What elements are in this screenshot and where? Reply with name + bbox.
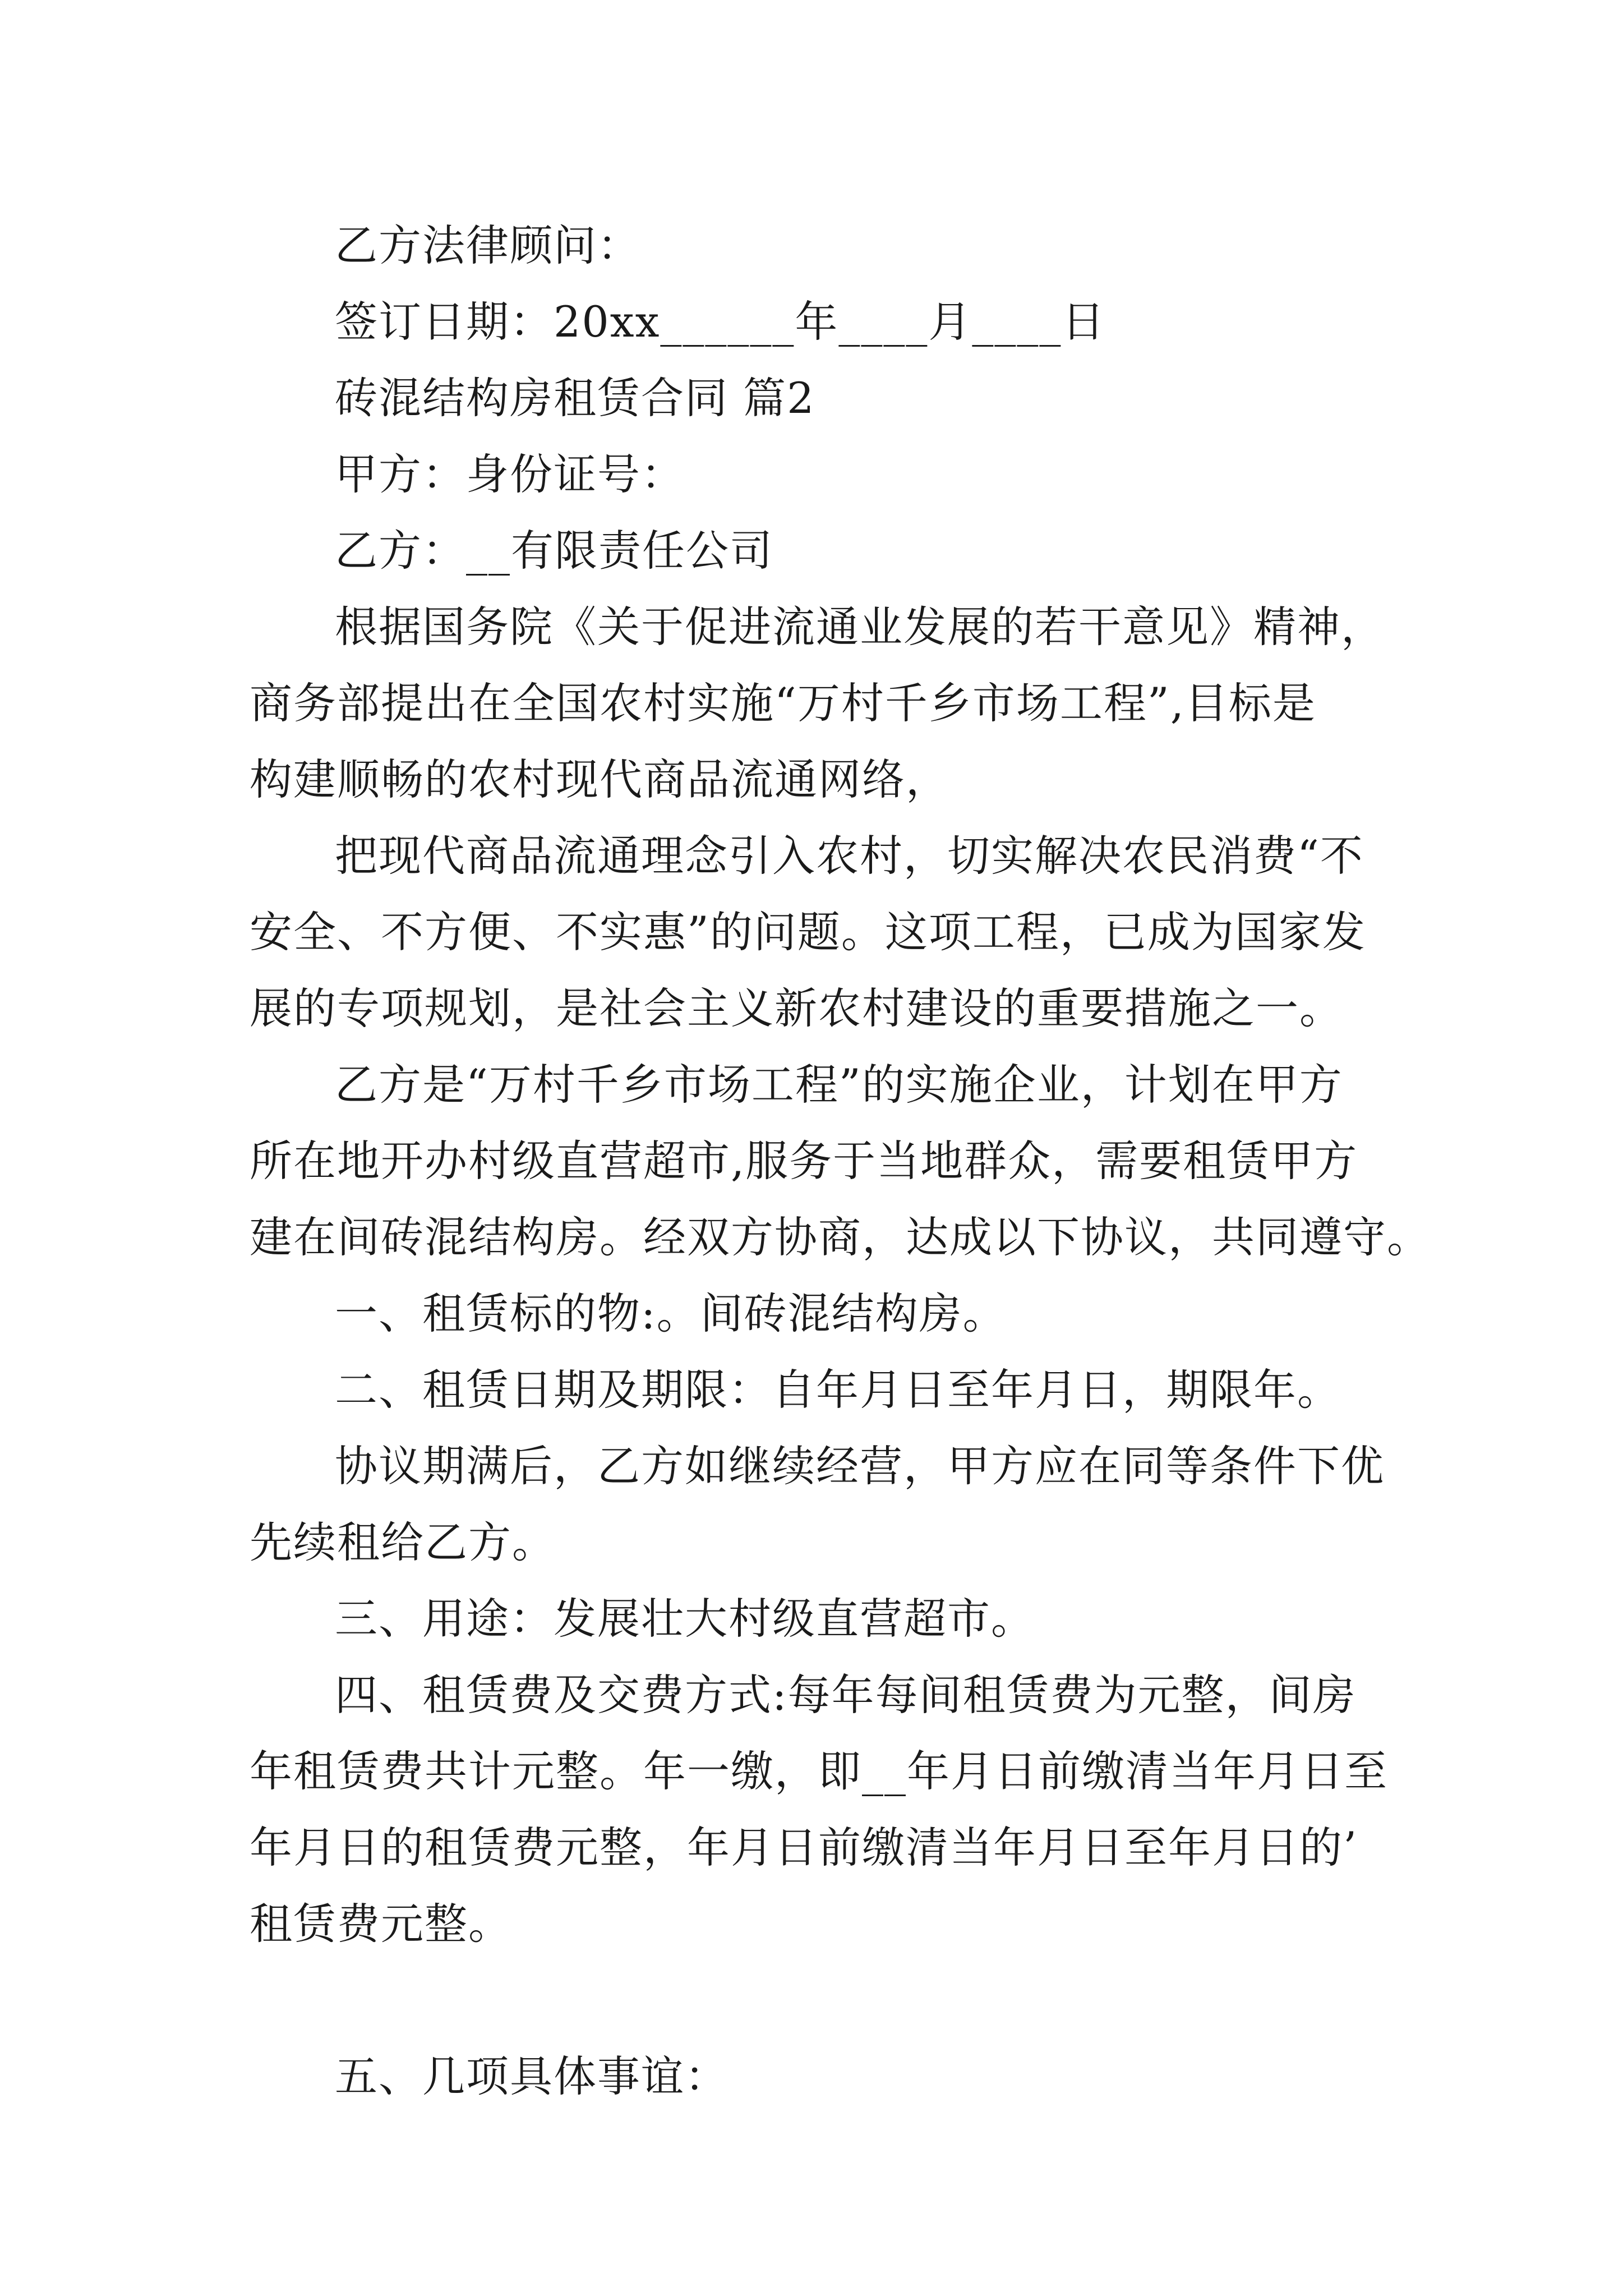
text-line: 乙方：__有限责任公司 <box>335 526 773 576</box>
text-line: 租赁费元整。 <box>250 1899 512 1949</box>
document-body <box>250 208 1431 2115</box>
text-line: 年租赁费共计元整。年一缴，即__年月日前缴清当年月日至 <box>250 1746 1388 1796</box>
paragraph-gap <box>250 1962 1394 2039</box>
text-line: 签订日期：20xx______年____月____日 <box>335 297 1106 347</box>
text-line: 五、几项具体事谊： <box>335 2051 728 2101</box>
text-line: 一、租赁标的物:。间砖混结构房。 <box>335 1289 1007 1338</box>
text-line: 构建顺畅的农村现代商品流通网络， <box>250 754 949 804</box>
text-line: 甲方：身份证号： <box>335 449 685 499</box>
text-line: 展的专项规划，是社会主义新农村建设的重要措施之一。 <box>250 983 1343 1033</box>
text-line: 所在地开办村级直营超市,服务于当地群众，需要租赁甲方 <box>250 1136 1358 1186</box>
text-line: 二、租赁日期及期限：自年月日至年月日，期限年。 <box>335 1365 1341 1415</box>
text-line: 乙方法律顾问： <box>335 220 641 270</box>
text-line: 年月日的租赁费元整，年月日前缴清当年月日至年月日的’ <box>250 1823 1358 1872</box>
text-line: 商务部提出在全国农村实施“万村千乡市场工程”,目标是 <box>250 678 1316 728</box>
text-line: 乙方是“万村千乡市场工程”的实施企业，计划在甲方 <box>335 1060 1343 1110</box>
text-line: 协议期满后，乙方如继续经营，甲方应在同等条件下优 <box>335 1441 1385 1491</box>
text-line: 根据国务院《关于促进流通业发展的若干意见》精神， <box>335 602 1385 652</box>
text-line: 安全、不方便、不实惠”的问题。这项工程，已成为国家发 <box>250 907 1366 957</box>
text-line: 建在间砖混结构房。经双方协商，达成以下协议，共同遵守。 <box>250 1212 1431 1262</box>
section-heading: 砖混结构房租赁合同 篇2 <box>335 373 815 423</box>
text-line: 三、用途：发展壮大村级直营超市。 <box>335 1594 1035 1644</box>
text-line: 把现代商品流通理念引入农村，切实解决农民消费“不 <box>335 831 1364 881</box>
text-line: 四、租赁费及交费方式:每年每间租赁费为元整，间房 <box>335 1670 1357 1720</box>
text-line: 先续租给乙方。 <box>250 1517 556 1567</box>
